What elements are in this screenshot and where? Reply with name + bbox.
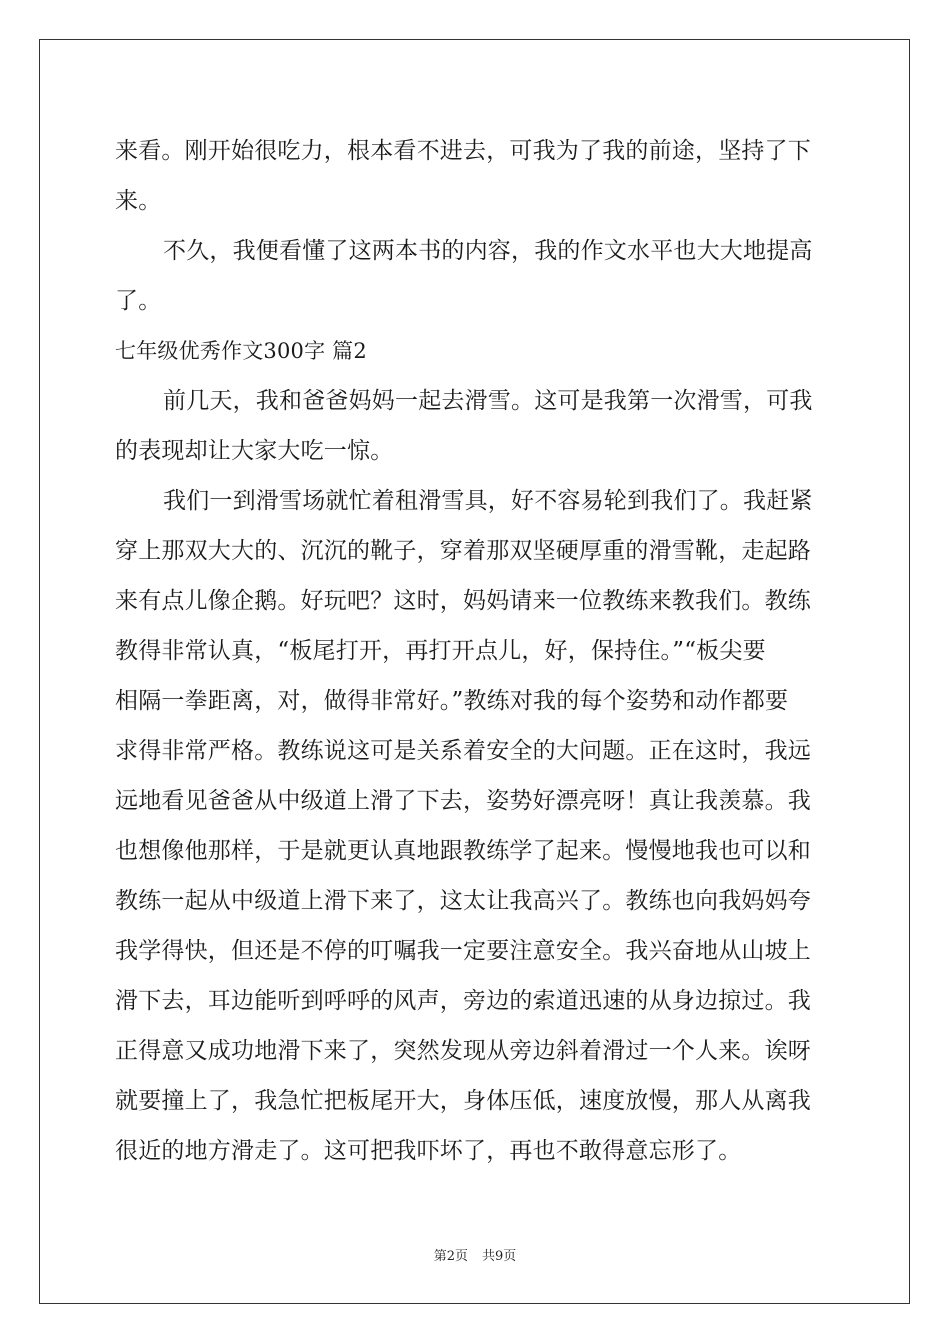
text-line: 我学得快，但还是不停的叮嘱我一定要注意安全。我兴奋地从山坡上 [115,938,811,964]
text-line: 来。 [115,188,162,214]
page-footer [0,1245,950,1264]
text-line: 相隔一拳距离，对，做得非常好。”教练对我的每个姿势和动作都要 [115,688,789,714]
text-line: 穿上那双大大的、沉沉的靴子，穿着那双坚硬厚重的滑雪靴，走起路 [115,538,811,564]
text-line: 的表现却让大家大吃一惊。 [115,438,394,464]
text-line: 教得非常认真，“板尾打开，再打开点儿，好，保持住。”“板尖要 [115,638,766,664]
text-line: 很近的地方滑走了。这可把我吓坏了，再也不敢得意忘形了。 [115,1138,742,1164]
page-total: 共9页 [482,1249,517,1264]
paragraph-start: 我们一到滑雪场就忙着租滑雪具，好不容易轮到我们了。我赶紧 [163,488,813,514]
document-body [115,126,835,1176]
text-line: 求得非常严格。教练说这可是关系着安全的大问题。正在这时，我远 [115,738,811,764]
page-number: 第2页 [433,1249,468,1264]
text-line: 来有点儿像企鹅。好玩吧？这时，妈妈请来一位教练来教我们。教练 [115,588,811,614]
text-line: 来看。刚开始很吃力，根本看不进去，可我为了我的前途，坚持了下 [115,138,811,164]
paragraph-start: 不久，我便看懂了这两本书的内容，我的作文水平也大大地提高 [163,238,813,264]
section-heading: 七年级优秀作文300字 篇2 [115,339,367,363]
paragraph-start: 前几天，我和爸爸妈妈一起去滑雪。这可是我第一次滑雪，可我 [163,388,813,414]
text-line: 就要撞上了，我急忙把板尾开大，身体压低，速度放慢，那人从离我 [115,1088,811,1114]
text-line: 了。 [115,288,162,314]
text-line: 教练一起从中级道上滑下来了，这太让我高兴了。教练也向我妈妈夸 [115,888,811,914]
text-line: 正得意又成功地滑下来了，突然发现从旁边斜着滑过一个人来。诶呀 [115,1038,811,1064]
text-line: 远地看见爸爸从中级道上滑了下去，姿势好漂亮呀！真让我羡慕。我 [115,788,811,814]
text-line: 也想像他那样，于是就更认真地跟教练学了起来。慢慢地我也可以和 [115,838,811,864]
text-line: 滑下去，耳边能听到呼呼的风声，旁边的索道迅速的从身边掠过。我 [115,988,811,1014]
